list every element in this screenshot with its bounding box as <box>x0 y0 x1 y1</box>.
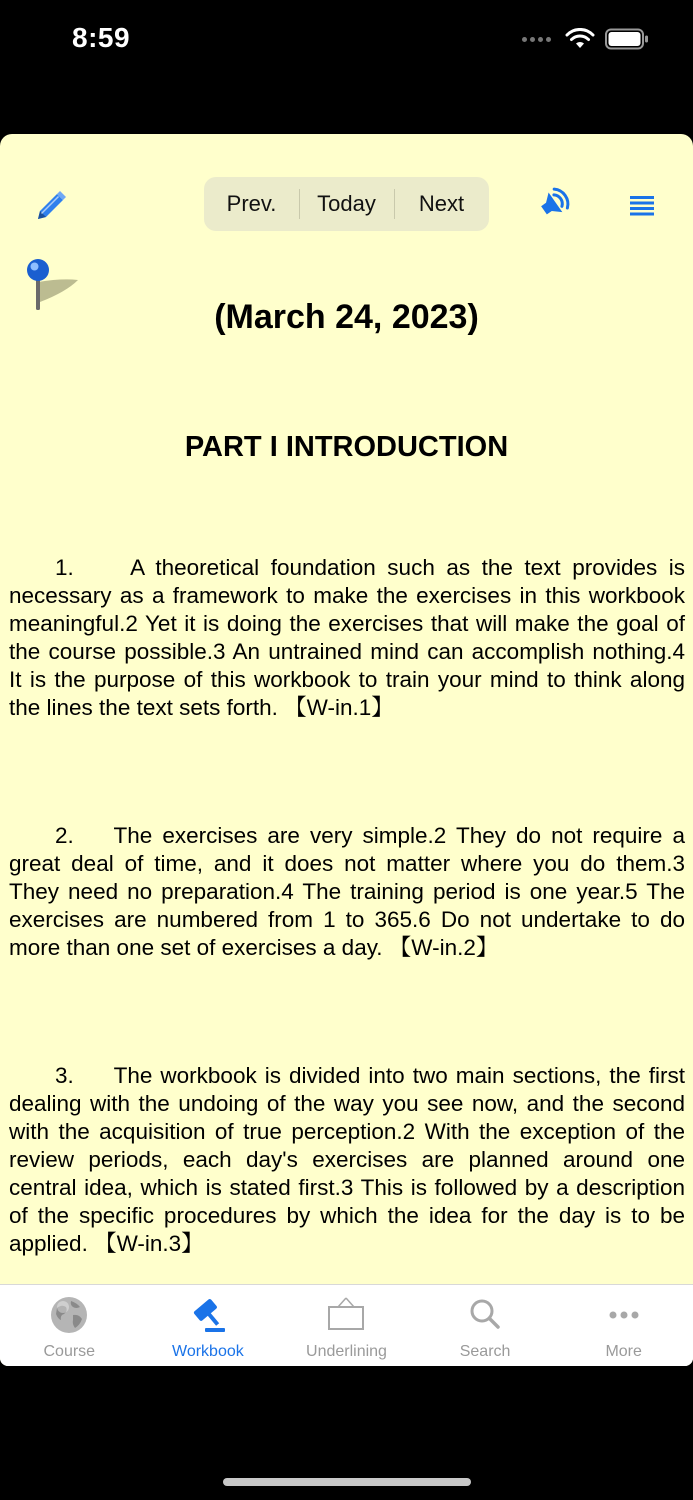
status-icons <box>522 28 649 50</box>
paragraph-number: 1. <box>55 555 74 580</box>
tab-search[interactable] <box>416 1285 555 1366</box>
magnifier-icon <box>465 1295 505 1335</box>
wifi-icon <box>565 28 595 50</box>
battery-icon <box>605 28 649 50</box>
prev-button[interactable]: Prev. <box>226 191 277 216</box>
menu-lines-icon[interactable] <box>628 192 656 218</box>
tab-underlining[interactable] <box>277 1285 416 1366</box>
paragraph-text: The exercises are very simple.2 They do not require a great deal of time, and it does not matter where you do them.3 They need no preparation.4 The training period is one year.5 The exercises are numbered from 1 to 365.6 Do not undertake to do more than one set of exercises a day. 【W-in.2】 <box>9 823 685 960</box>
tab-label: Workbook <box>172 1343 244 1360</box>
reader-sheet <box>0 134 693 1366</box>
cellular-signal-icon <box>522 37 551 42</box>
status-bar <box>0 0 693 80</box>
globe-icon <box>49 1295 89 1335</box>
lesson-date: (March 24, 2023) <box>214 298 479 336</box>
tab-bar <box>0 1284 693 1366</box>
gavel-icon <box>188 1295 228 1335</box>
easel-icon <box>326 1295 366 1335</box>
status-time: 8:59 <box>72 22 131 53</box>
ellipsis-icon <box>604 1295 644 1335</box>
paragraph-number: 2. <box>55 823 74 848</box>
tab-label: Search <box>459 1343 511 1360</box>
paragraph <box>9 822 685 962</box>
paragraph <box>9 554 685 722</box>
paragraph-text: The workbook is divided into two main sections, the first dealing with the undoing of the way you see now, and the second with the acquisition of true perception.2 With the exception of the review periods, each day's exercises are planned around one central idea, which is stated first.3 This is followed by a description of the specific procedures by which the idea for the day is to be applied. 【W-in.3】 <box>9 1063 685 1256</box>
lesson-content[interactable] <box>0 134 693 1284</box>
tab-workbook[interactable] <box>139 1285 278 1366</box>
paragraph-text: A theoretical foundation such as the text provides is necessary as a framework to make the exercises in this workbook meaningful.2 Yet it is doing the exercises that will make the goal of the course possible.3 An untrained mind can accomplish nothing.4 It is the purpose of this workbook to train your mind to think along the lines the text sets forth. 【W-in.1】 <box>9 555 685 720</box>
paragraph-number: 3. <box>55 1063 74 1088</box>
tab-more[interactable] <box>554 1285 693 1366</box>
tab-label: Course <box>43 1343 96 1360</box>
day-navigation-control <box>204 177 489 231</box>
tab-label: More <box>605 1343 642 1360</box>
next-button[interactable]: Next <box>394 177 489 231</box>
tab-course[interactable] <box>0 1285 139 1366</box>
today-button[interactable]: Today <box>299 177 394 231</box>
paragraph <box>9 1062 685 1258</box>
home-indicator[interactable] <box>223 1478 471 1486</box>
pencil-icon[interactable] <box>30 186 70 226</box>
part-title: PART I INTRODUCTION <box>184 431 509 463</box>
speaker-icon[interactable] <box>533 184 573 224</box>
tab-label: Underlining <box>306 1343 387 1360</box>
